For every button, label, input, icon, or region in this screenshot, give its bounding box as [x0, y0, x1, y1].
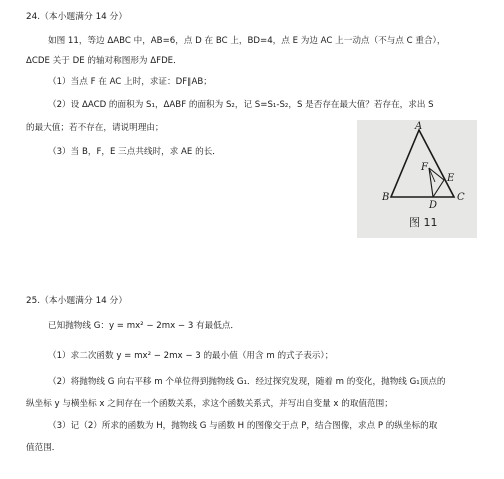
triangle-diagram	[357, 120, 477, 238]
problem-24-stem-line-1: 如图 11，等边 ΔABC 中，AB=6，点 D 在 BC 上，BD=4，点 E 为边 AC 上一动点（不与点 C 重合），	[48, 36, 446, 46]
problem-25-question-2-line-1: （2）将抛物线 G 向右平移 m 个单位得到抛物线 G₁．经过探究发现，随着 m 的变化，抛物线 G₁顶点的	[48, 377, 446, 387]
problem-25-question-1: （1）求二次函数 y = mx² − 2mx − 3 的最小值（用含 m 的式子表示）；	[48, 351, 334, 361]
figure-11	[357, 120, 477, 238]
problem-25-question-3-line-1: （3）记（2）所求的函数为 H，抛物线 G 与函数 H 的图像交于点 P，结合图像，求点 P 的纵坐标的取	[48, 421, 438, 431]
figure-caption: 图 11	[409, 216, 438, 229]
problem-24-question-2-line-2: 的最大值；若不存在，请说明理由；	[26, 123, 164, 133]
problem-24-heading: 24.（本小题满分 14 分）	[26, 12, 128, 22]
label-b: B	[382, 192, 390, 203]
problem-25-heading: 25.（本小题满分 14 分）	[26, 296, 128, 306]
segment-de	[433, 180, 444, 197]
label-f: F	[421, 162, 428, 173]
label-d: D	[429, 200, 438, 211]
label-e: E	[447, 173, 455, 184]
problem-24-question-1: （1）当点 F 在 AC 上时，求证：DF∥AB；	[48, 77, 212, 87]
problem-24-question-2-line-1: （2）设 ΔACD 的面积为 S₁，ΔABF 的面积为 S₂，记 S=S₁-S₂，S 是否存在最大值？若存在，求出 S	[48, 100, 434, 110]
problem-25-question-2-line-2: 纵坐标 y 与横坐标 x 之间存在一个函数关系，求这个函数关系式，并写出自变量 x 的取值范围；	[26, 399, 393, 409]
label-a: A	[415, 121, 423, 132]
label-c: C	[457, 192, 465, 203]
problem-25-stem: 已知抛物线 G：y = mx² − 2mx − 3 有最低点．	[48, 321, 240, 331]
problem-25-question-3-line-2: 值范围．	[26, 443, 61, 453]
problem-24-stem-line-2: ΔCDE 关于 DE 的轴对称图形为 ΔFDE．	[26, 56, 182, 66]
problem-24-question-3: （3）当 B，F，E 三点共线时，求 AE 的长．	[48, 147, 221, 157]
